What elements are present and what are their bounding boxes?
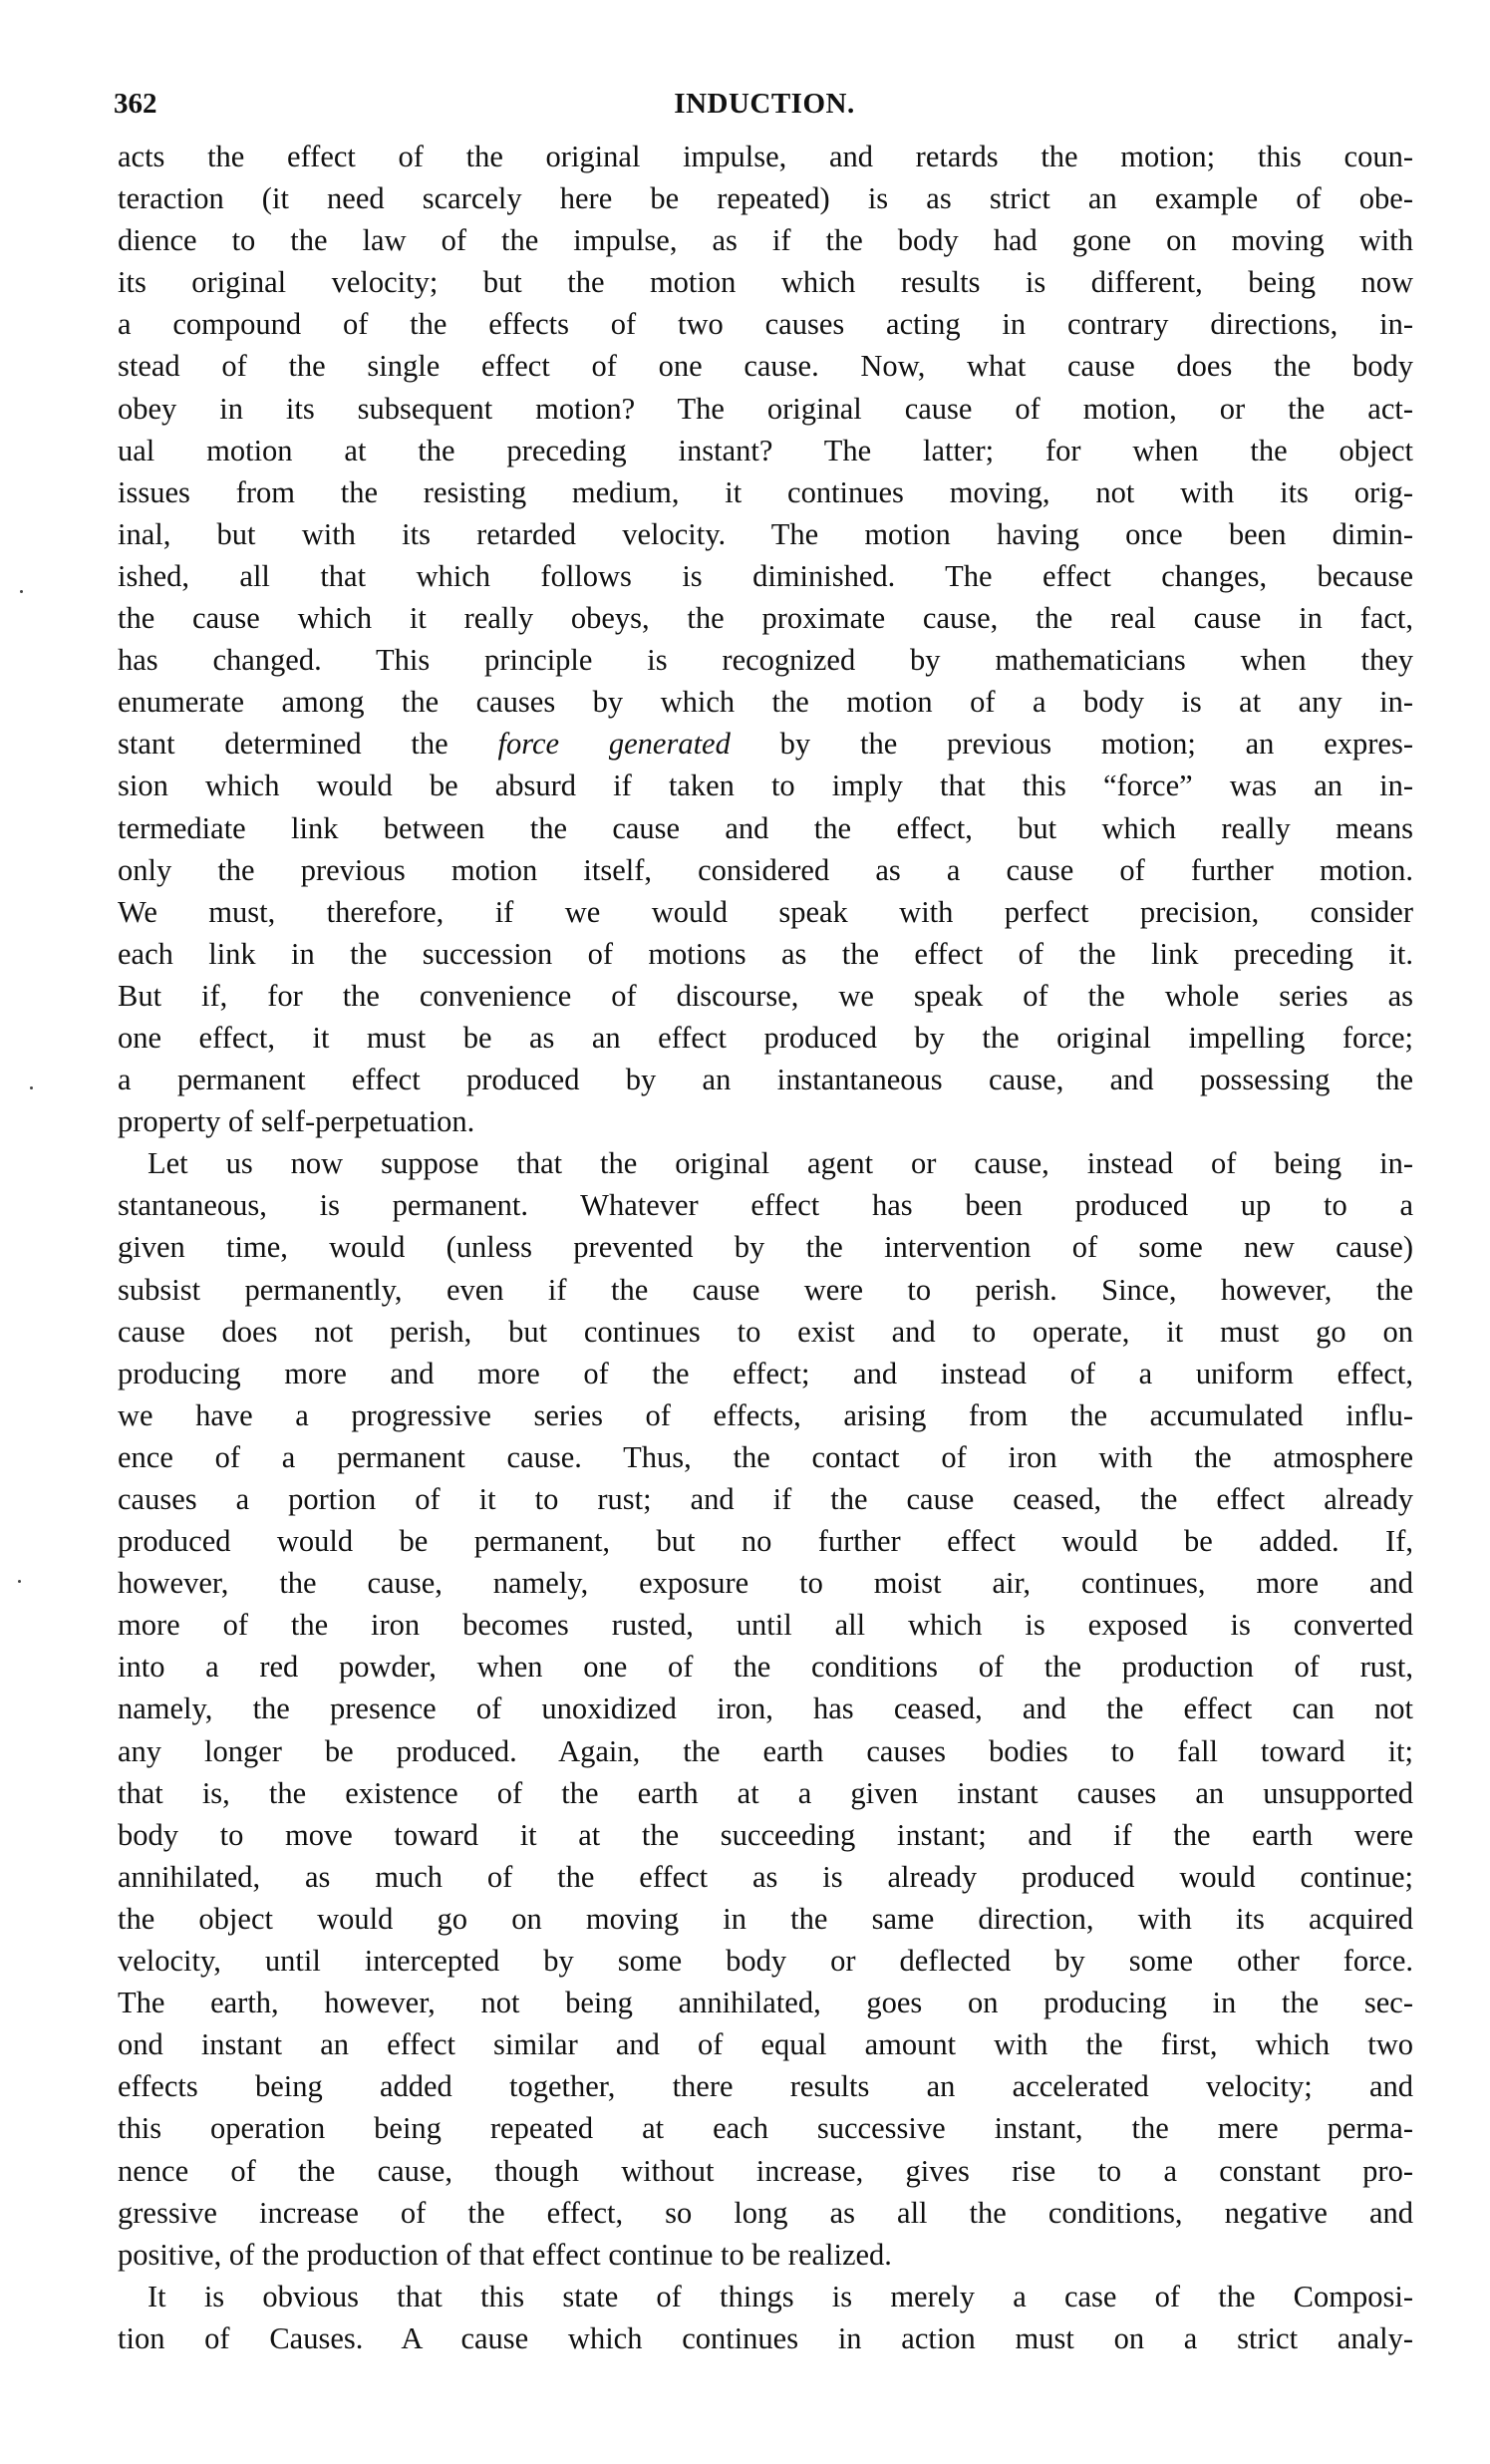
- line-text: each link in the succession of motions as the effect of the link preceding it.: [118, 936, 1413, 971]
- line-text: namely, the presence of unoxidized iron, has ceased, and the effect can not: [118, 1692, 1413, 1726]
- line-text: ond instant an effect similar and of equal amount with the first, which two: [118, 2027, 1413, 2062]
- line-text: causes a portion of it to rust; and if the cause ceased, the effect already: [118, 1482, 1413, 1516]
- line-text: acts the effect of the original impulse, and retards the motion; this coun-: [118, 140, 1413, 173]
- line-text: tion of Causes. A cause which continues in action must on a strict analy-: [118, 2320, 1413, 2355]
- text-line: [118, 1688, 1413, 1729]
- text-fragment: by the previous motion; an expres-: [730, 727, 1413, 762]
- text-line: [118, 345, 1413, 387]
- text-line: [118, 1226, 1413, 1268]
- text-line: [118, 471, 1413, 513]
- line-text: annihilated, as much of the effect as is already produced would continue;: [118, 1859, 1413, 1894]
- line-text: sion which would be absurd if taken to imply that this “force” was an in-: [118, 769, 1413, 803]
- text-line: [118, 681, 1413, 723]
- line-text: the cause which it really obeys, the proximate cause, the real cause in fact,: [118, 601, 1413, 636]
- text-line: [118, 1982, 1413, 2023]
- line-text: ished, all that which follows is diminished. The effect changes, because: [118, 558, 1413, 593]
- line-text: termediate link between the cause and the effect, but which really means: [118, 810, 1413, 845]
- margin-speck: [18, 1580, 21, 1583]
- line-text: [118, 727, 1413, 761]
- line-text: dience to the law of the impulse, as if the body had gone on moving with: [118, 223, 1413, 258]
- text-line: [118, 933, 1413, 975]
- line-text: into a red powder, when one of the conditions of the production of rust,: [118, 1650, 1413, 1685]
- text-line: [118, 2107, 1413, 2149]
- text-line: [118, 177, 1413, 219]
- text-line: [118, 1646, 1413, 1688]
- line-text: enumerate among the causes by which the motion of a body is at any in-: [118, 685, 1413, 720]
- line-text: cause does not perish, but continues to exist and to operate, it must go on: [118, 1314, 1413, 1349]
- text-line: [118, 2276, 1413, 2317]
- text-line: [118, 765, 1413, 806]
- text-line: [118, 1353, 1413, 1394]
- running-header: [114, 88, 1415, 128]
- line-text: a permanent effect produced by an instantaneous cause, and possessing the: [118, 1063, 1413, 1097]
- text-line: [118, 1059, 1413, 1100]
- text-line: [118, 513, 1413, 555]
- text-line: [118, 1184, 1413, 1226]
- body-text: [118, 136, 1413, 2359]
- running-title: INDUCTION.: [674, 88, 855, 120]
- line-text: effects being added together, there results an accelerated velocity; and: [118, 2069, 1413, 2104]
- text-line: [118, 849, 1413, 891]
- text-line: [118, 2192, 1413, 2234]
- page-number: 362: [114, 88, 157, 120]
- text-line: [118, 1436, 1413, 1478]
- line-text: subsist permanently, even if the cause were to perish. Since, however, the: [118, 1272, 1413, 1307]
- text-line: [118, 1478, 1413, 1520]
- line-text: gressive increase of the effect, so long as all the conditions, negative and: [118, 2195, 1413, 2230]
- line-text: the object would go on moving in the same direction, with its acquired: [118, 1901, 1413, 1936]
- text-line: [118, 219, 1413, 261]
- line-text: stead of the single effect of one cause. Now, what cause does the body: [118, 349, 1413, 384]
- margin-speck: [30, 1086, 33, 1089]
- line-text: body to move toward it at the succeeding instant; and if the earth were: [118, 1817, 1413, 1852]
- line-text: this operation being repeated at each successive instant, the mere perma-: [118, 2111, 1413, 2146]
- line-text: ence of a permanent cause. Thus, the contact of iron with the atmosphere: [118, 1439, 1413, 1474]
- text-line: [118, 639, 1413, 681]
- line-text: It is obvious that this state of things is merely a case of the Composi-: [148, 2279, 1413, 2313]
- text-line: [118, 555, 1413, 597]
- text-line: [118, 1730, 1413, 1772]
- text-line: [118, 1269, 1413, 1311]
- line-text: has changed. This principle is recognized by mathematicians when they: [118, 643, 1413, 678]
- text-line: [118, 1604, 1413, 1646]
- text-line: [118, 261, 1413, 303]
- text-line: [118, 723, 1413, 765]
- line-text: only the previous motion itself, considered as a cause of further motion.: [118, 852, 1413, 887]
- text-line: [118, 2317, 1413, 2359]
- line-text: We must, therefore, if we would speak with perfect precision, consider: [118, 894, 1413, 929]
- text-line: [118, 1311, 1413, 1353]
- text-line: [118, 1814, 1413, 1856]
- text-line: [118, 2150, 1413, 2192]
- line-text: we have a progressive series of effects, arising from the accumulated influ-: [118, 1397, 1413, 1432]
- line-text: one effect, it must be as an effect produced by the original impelling force;: [118, 1020, 1413, 1055]
- italic-phrase: force generated: [497, 727, 731, 762]
- text-line: [118, 1898, 1413, 1940]
- line-text: however, the cause, namely, exposure to moist air, continues, more and: [118, 1566, 1413, 1601]
- text-line: [118, 975, 1413, 1017]
- text-line: [118, 1100, 1413, 1142]
- text-line: [118, 891, 1413, 933]
- line-text: issues from the resisting medium, it continues moving, not with its orig-: [118, 474, 1413, 509]
- line-text: nence of the cause, though without increase, gives rise to a constant pro-: [118, 2153, 1413, 2188]
- text-line: [118, 807, 1413, 849]
- text-line: [118, 1017, 1413, 1059]
- text-line: [118, 1520, 1413, 1562]
- text-line: [118, 303, 1413, 345]
- line-text: a compound of the effects of two causes acting in contrary directions, in-: [118, 307, 1413, 342]
- line-text: inal, but with its retarded velocity. The motion having once been dimin-: [118, 516, 1413, 551]
- line-text: teraction (it need scarcely here be repeated) is as strict an example of obe-: [118, 181, 1413, 216]
- text-line: [118, 1394, 1413, 1436]
- text-line: [118, 1142, 1413, 1184]
- line-text: ual motion at the preceding instant? The latter; for when the object: [118, 433, 1413, 467]
- line-text: Let us now suppose that the original agent or cause, instead of being in-: [148, 1146, 1413, 1181]
- line-text: positive, of the production of that effect continue to be realized.: [118, 2237, 892, 2272]
- line-text: its original velocity; but the motion which results is different, being now: [118, 265, 1413, 300]
- margin-speck: [20, 590, 23, 593]
- line-text: that is, the existence of the earth at a given instant causes an unsupported: [118, 1775, 1413, 1810]
- text-line: [118, 388, 1413, 430]
- text-line: [118, 1856, 1413, 1898]
- text-line: [118, 597, 1413, 639]
- line-text: property of self-perpetuation.: [118, 1104, 475, 1139]
- text-line: [118, 430, 1413, 471]
- line-text: producing more and more of the effect; and instead of a uniform effect,: [118, 1356, 1413, 1390]
- line-text: The earth, however, not being annihilated, goes on producing in the sec-: [118, 1986, 1413, 2020]
- text-line: [118, 2234, 1413, 2276]
- text-line: [118, 2065, 1413, 2107]
- text-line: [118, 136, 1413, 177]
- line-text: But if, for the convenience of discourse, we speak of the whole series as: [118, 978, 1413, 1013]
- text-line: [118, 2023, 1413, 2065]
- text-line: [118, 1940, 1413, 1982]
- line-text: given time, would (unless prevented by the intervention of some new cause): [118, 1230, 1413, 1265]
- text-line: [118, 1562, 1413, 1604]
- text-fragment: stant determined the: [118, 727, 498, 762]
- line-text: any longer be produced. Again, the earth causes bodies to fall toward it;: [118, 1733, 1413, 1768]
- line-text: velocity, until intercepted by some body or deflected by some other force.: [118, 1944, 1413, 1979]
- text-line: [118, 1772, 1413, 1814]
- line-text: more of the iron becomes rusted, until all which is exposed is converted: [118, 1608, 1413, 1643]
- line-text: obey in its subsequent motion? The original cause of motion, or the act-: [118, 391, 1413, 426]
- line-text: stantaneous, is permanent. Whatever effect has been produced up to a: [118, 1188, 1413, 1223]
- line-text: produced would be permanent, but no further effect would be added. If,: [118, 1524, 1413, 1559]
